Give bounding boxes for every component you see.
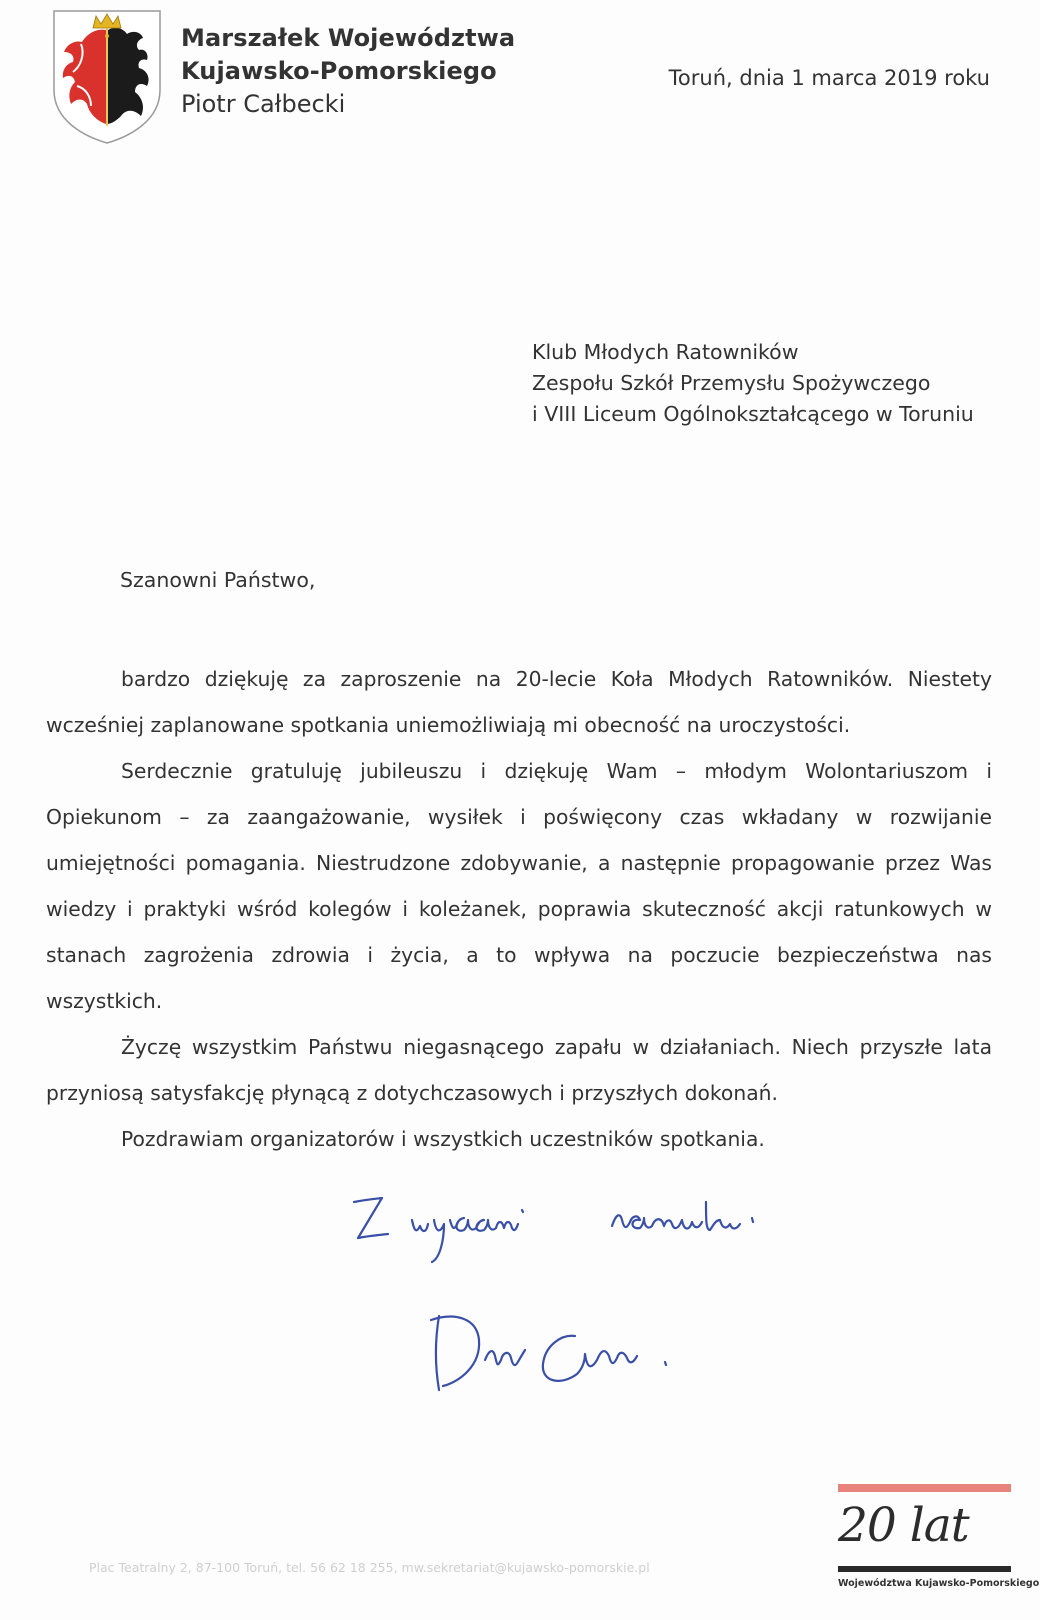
addressee-line2: Zespołu Szkół Przemysłu Spożywczego bbox=[532, 371, 931, 395]
salutation: Szanowni Państwo, bbox=[120, 568, 316, 592]
jubilee-number: 20 lat bbox=[838, 1498, 969, 1553]
sender-title-line1: Marszałek Województwa bbox=[181, 24, 516, 52]
paragraph-1: bardzo dziękuję za zaproszenie na 20-lecie Koła Młodych Ratowników. Niestety wcześniej zaplanowane spotkania uniemożliwiają mi obecność na uroczystości. bbox=[46, 667, 992, 737]
addressee-block bbox=[532, 337, 974, 430]
sender-name: Piotr Całbecki bbox=[181, 90, 346, 118]
handwritten-signature-icon bbox=[425, 1310, 705, 1400]
griffin-crest-icon bbox=[51, 8, 163, 146]
paragraph-3: Życzę wszystkim Państwu niegasnącego zapału w działaniach. Niech przyszłe lata przyniosą satysfakcję płynącą z dotychczasowych i przyszłych dokonań. bbox=[46, 1035, 992, 1105]
addressee-line1: Klub Młodych Ratowników bbox=[532, 340, 799, 364]
jubilee-label: Województwa Kujawsko-Pomorskiego bbox=[838, 1578, 1040, 1589]
jubilee-bottom-bar bbox=[838, 1566, 1011, 1572]
paragraph-2: Serdecznie gratuluję jubileuszu i dziękuję Wam – młodym Wolontariuszom i Opiekunom – za zaangażowanie, wysiłek i poświęcony czas wkładany w rozwijanie umiejętności pomagania. Niestrudzone zdobywanie, a następnie propagowanie przez Was wiedzy i praktyki wśród kolegów i koleżanek, poprawia skuteczność akcji ratunkowych w stanach zagrożenia zdrowia i życia, a to wpływa na poczucie bezpieczeństwa nas wszystkich. bbox=[46, 759, 992, 1013]
paragraph-4: Pozdrawiam organizatorów i wszystkich uczestników spotkania. bbox=[121, 1127, 765, 1151]
sender-title-line2: Kujawsko-Pomorskiego bbox=[181, 57, 497, 85]
footer-address: Plac Teatralny 2, 87-100 Toruń, tel. 56 62 18 255, mw.sekretariat@kujawsko-pomorskie.pl bbox=[89, 1560, 650, 1575]
letter-body bbox=[46, 656, 992, 1162]
addressee-line3: i VIII Liceum Ogólnokształcącego w Toruniu bbox=[532, 402, 974, 426]
sender-block bbox=[181, 22, 515, 121]
jubilee-logo bbox=[838, 1484, 1040, 1596]
handwritten-closing bbox=[350, 1180, 870, 1270]
letter-date: Toruń, dnia 1 marca 2019 roku bbox=[668, 66, 990, 90]
jubilee-top-bar bbox=[838, 1484, 1011, 1492]
